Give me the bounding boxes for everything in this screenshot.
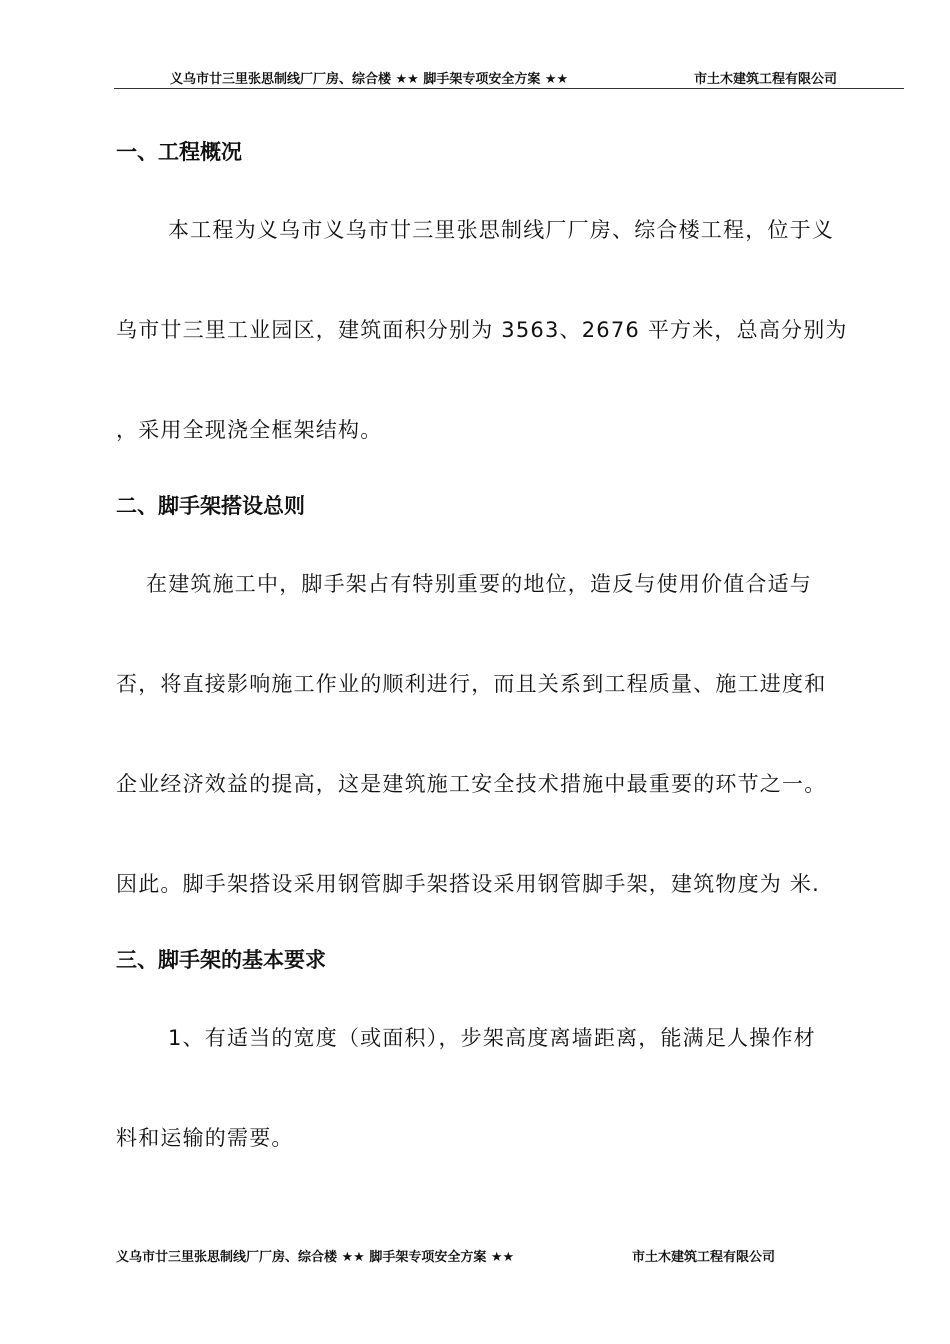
paragraph-line: 否，将直接影响施工作业的顺利进行，而且关系到工程质量、施工进度和 <box>116 672 827 696</box>
paragraph-line: 在建筑施工中，脚手架占有特别重要的地位，造反与使用价值合适与 <box>146 572 812 596</box>
header-title: 义乌市廿三里张思制线厂厂房、综合楼 ★★ 脚手架专项安全方案 ★★ <box>170 72 569 87</box>
paragraph-line: 乌市廿三里工业园区，建筑面积分别为 3563、2676 平方米，总高分别为 <box>116 318 848 342</box>
paragraph-line: 本工程为义乌市义乌市廿三里张思制线厂厂房、综合楼工程，位于义 <box>168 218 834 242</box>
section-heading-overview: 一、工程概况 <box>116 140 242 164</box>
footer-company: 市土木建筑工程有限公司 <box>632 1250 776 1265</box>
paragraph-line: 料和运输的需要。 <box>116 1126 294 1150</box>
header-company: 市土木建筑工程有限公司 <box>694 72 838 87</box>
paragraph-line: ，采用全现浇全框架结构。 <box>116 418 383 442</box>
section-heading-requirements: 三、脚手架的基本要求 <box>116 948 326 972</box>
paragraph-line: 因此。脚手架搭设采用钢管脚手架搭设采用钢管脚手架，建筑物度为 米. <box>116 872 820 896</box>
section-heading-principles: 二、脚手架搭设总则 <box>116 494 305 518</box>
paragraph-line: 1、有适当的宽度（或面积），步架高度离墙距离，能满足人操作材 <box>168 1026 816 1050</box>
paragraph-line: 企业经济效益的提高，这是建筑施工安全技术措施中最重要的环节之一。 <box>116 772 827 796</box>
footer-title: 义乌市廿三里张思制线厂厂房、综合楼 ★★ 脚手架专项安全方案 ★★ <box>116 1250 515 1265</box>
page-header <box>114 66 904 89</box>
